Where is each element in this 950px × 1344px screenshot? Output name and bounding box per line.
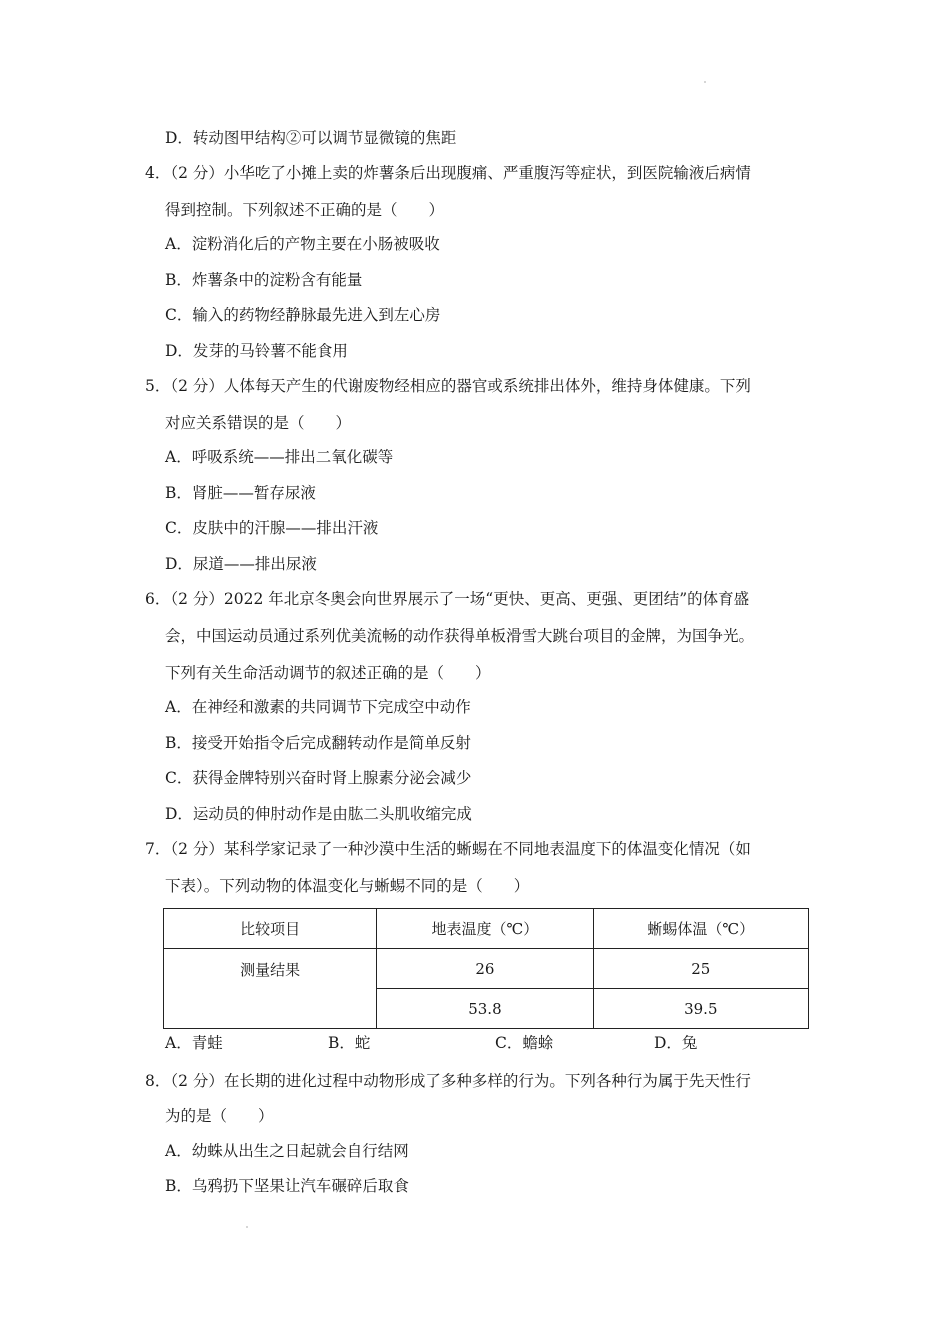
q5-option-c: C．皮肤中的汗腺——排出汗液: [165, 519, 379, 537]
q5-stem-line2: 对应关系错误的是（ ）: [165, 414, 352, 432]
q5-option-d: D．尿道——排出尿液: [165, 555, 317, 573]
scan-dot-top: [704, 81, 706, 83]
q7-option-a: A．青蛙: [165, 1034, 223, 1052]
q6-stem-line1: 6．（2 分）2022 年北京冬奥会向世界展示了一场“更快、更高、更强、更团结”的体育盛: [145, 590, 750, 608]
table-header-row: [164, 909, 809, 949]
q4-option-a: A．淀粉消化后的产物主要在小肠被吸收: [165, 235, 440, 253]
q7-stem-line1: 7．（2 分）某科学家记录了一种沙漠中生活的蜥蜴在不同地表温度下的体温变化情况（如: [145, 840, 751, 858]
q6-option-c: C．获得金牌特别兴奋时肾上腺素分泌会减少: [165, 769, 472, 787]
q5-stem-line1: 5．（2 分）人体每天产生的代谢废物经相应的器官或系统排出体外，维持身体健康。下列: [145, 377, 751, 395]
q6-stem-line2: 会，中国运动员通过系列优美流畅的动作获得单板滑雪大跳台项目的金牌，为国争光。: [165, 627, 755, 645]
table-header-cell: 比较项目: [164, 909, 377, 949]
q7-option-c: C．蟾蜍: [495, 1034, 554, 1052]
q4-option-b: B．炸薯条中的淀粉含有能量: [165, 271, 363, 289]
table-cell: 53.8: [377, 989, 593, 1029]
q7-stem-line2: 下表）。下列动物的体温变化与蜥蜴不同的是（ ）: [165, 877, 530, 895]
q4-stem-line2: 得到控制。下列叙述不正确的是（ ）: [165, 201, 445, 219]
q8-option-b: B．乌鸦扔下坚果让汽车碾碎后取食: [165, 1177, 409, 1195]
q4-option-d: D．发芽的马铃薯不能食用: [165, 342, 348, 360]
q6-stem-line3: 下列有关生命活动调节的叙述正确的是（ ）: [165, 664, 491, 682]
table-row: [164, 949, 809, 989]
lizard-temperature-table: [163, 908, 809, 1029]
q7-option-d: D．兔: [654, 1034, 698, 1052]
q3-option-d: D．转动图甲结构②可以调节显微镜的焦距: [165, 129, 457, 147]
q5-option-b: B．肾脏——暂存尿液: [165, 484, 316, 502]
q4-option-c: C．输入的药物经静脉最先进入到左心房: [165, 306, 441, 324]
table-header-cell: 地表温度（℃）: [377, 909, 593, 949]
table-cell: 39.5: [593, 989, 808, 1029]
table-cell: 25: [593, 949, 808, 989]
q8-stem-line1: 8．（2 分）在长期的进化过程中动物形成了多种多样的行为。下列各种行为属于先天性行: [145, 1072, 751, 1090]
q4-stem-line1: 4．（2 分）小华吃了小摊上卖的炸薯条后出现腹痛、严重腹泻等症状，到医院输液后病情: [145, 164, 751, 182]
q6-option-a: A．在神经和激素的共同调节下完成空中动作: [165, 698, 471, 716]
table-row-label: 测量结果: [164, 949, 377, 1029]
q5-option-a: A．呼吸系统——排出二氧化碳等: [165, 448, 394, 466]
table-cell: 26: [377, 949, 593, 989]
q8-stem-line2: 为的是（ ）: [165, 1107, 274, 1125]
q6-option-b: B．接受开始指令后完成翻转动作是简单反射: [165, 734, 471, 752]
table-header-cell: 蜥蜴体温（℃）: [593, 909, 808, 949]
q8-option-a: A．幼蛛从出生之日起就会自行结网: [165, 1142, 409, 1160]
q6-option-d: D．运动员的伸肘动作是由肱二头肌收缩完成: [165, 805, 472, 823]
scan-dot-bottom: [246, 1226, 248, 1228]
q7-option-b: B．蛇: [328, 1034, 371, 1052]
